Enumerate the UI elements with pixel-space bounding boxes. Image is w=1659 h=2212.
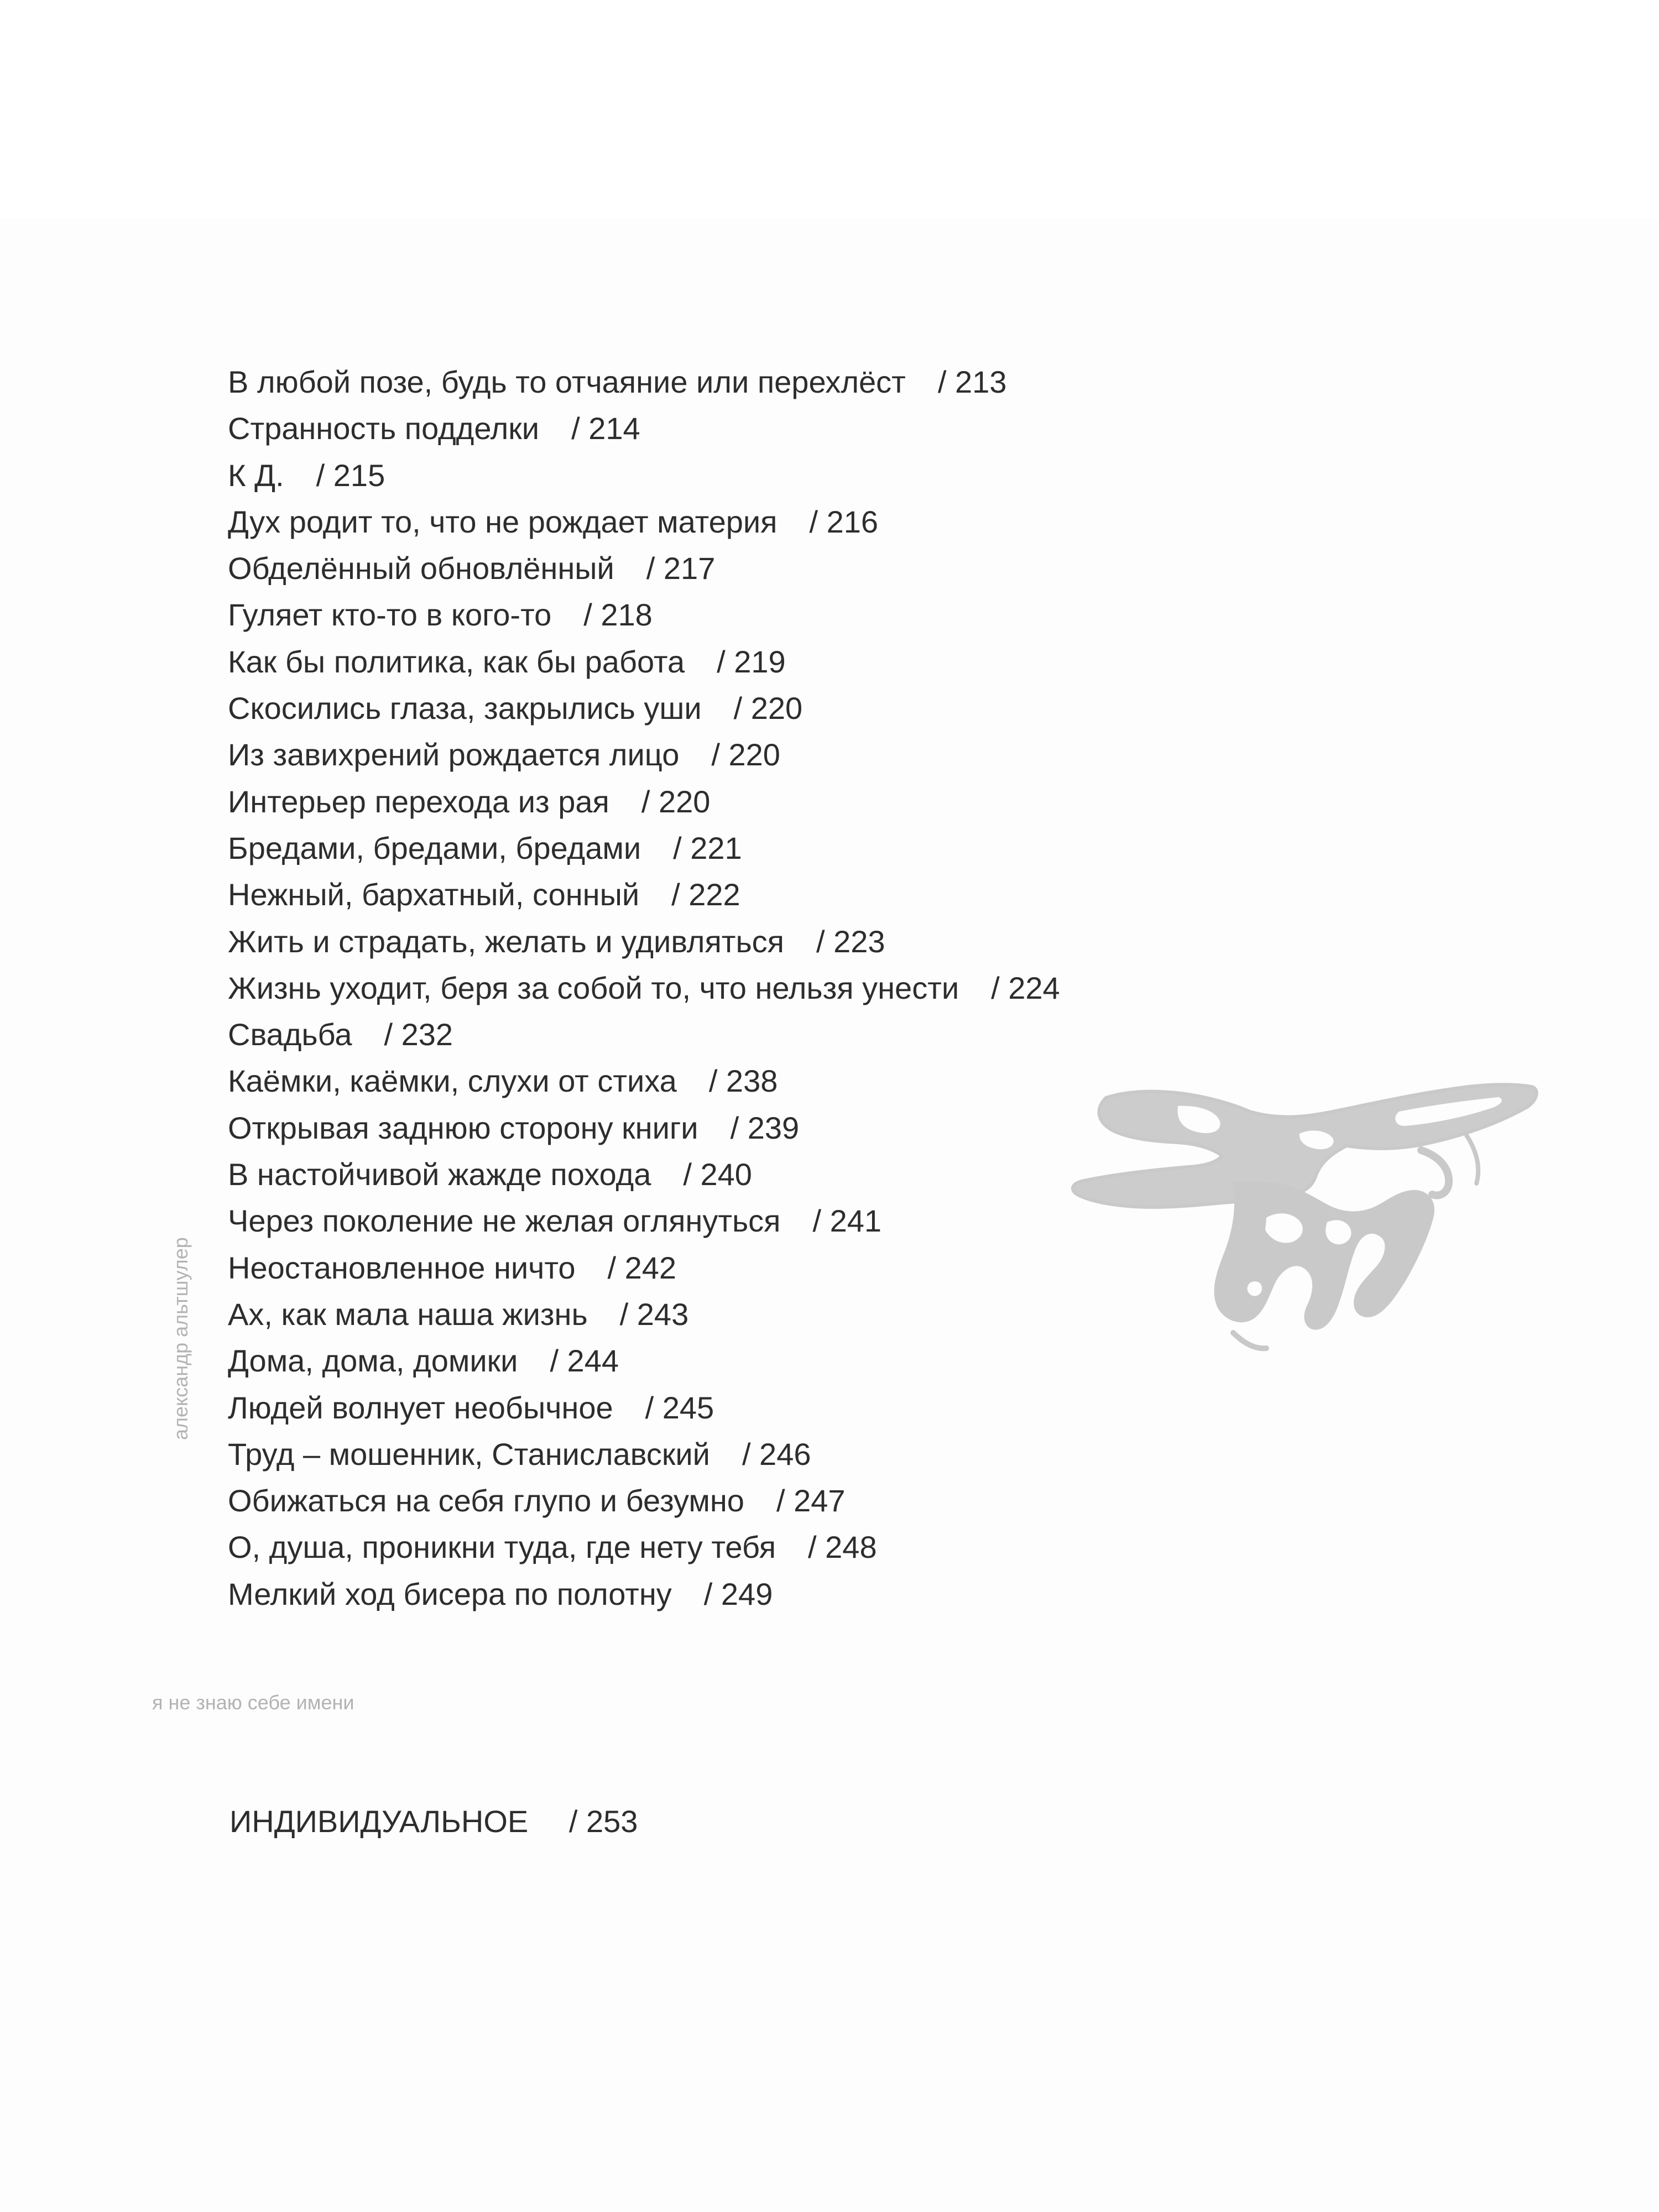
toc-entry-title: Бредами, бредами, бредами — [228, 830, 641, 865]
toc-entry-page-number: / 244 — [550, 1343, 619, 1379]
toc-entry-title: Странность подделки — [228, 411, 540, 446]
toc-entry — [228, 1481, 1444, 1527]
toc-entry — [228, 735, 1444, 781]
toc-entry-page-number: / 223 — [816, 924, 885, 959]
toc-entry — [228, 1015, 1444, 1061]
toc-entry-page-number: / 224 — [991, 970, 1060, 1005]
toc-entry — [228, 409, 1444, 455]
section-title: ИНДИВИДУАЛЬНОЕ — [229, 1804, 529, 1839]
toc-entry — [228, 642, 1444, 688]
toc-entry-page-number: / 232 — [384, 1017, 453, 1052]
toc-entry — [228, 456, 1444, 502]
toc-entry — [228, 549, 1444, 595]
toc-entry-title: Нежный, бархатный, сонный — [228, 877, 640, 912]
toc-entry-page-number: / 213 — [937, 364, 1007, 399]
toc-entry — [228, 595, 1444, 641]
toc-entry-page-number: / 222 — [671, 877, 740, 912]
toc-entry-title: Скосились глаза, закрылись уши — [228, 691, 702, 726]
toc-entry — [228, 922, 1444, 968]
toc-entry — [228, 1574, 1444, 1621]
toc-entry-title: Труд – мошенник, Станиславский — [228, 1436, 710, 1472]
toc-entry-page-number: / 238 — [708, 1063, 778, 1099]
toc-entry — [228, 782, 1444, 828]
toc-entry-title: О, душа, проникни туда, где нету тебя — [228, 1530, 776, 1565]
toc-entry-page-number: / 214 — [571, 411, 640, 446]
toc-entry-page-number: / 218 — [583, 597, 653, 633]
toc-entry-title: Через поколение не желая оглянуться — [228, 1203, 781, 1239]
toc-entry-page-number: / 248 — [808, 1530, 877, 1565]
toc-entry-title: Жить и страдать, желать и удивляться — [228, 924, 784, 959]
toc-entry-title: Как бы политика, как бы работа — [228, 644, 685, 679]
toc-entry-page-number: / 242 — [607, 1250, 677, 1285]
toc-entry-page-number: / 239 — [730, 1110, 800, 1145]
toc-entry-title: Мелкий ход бисера по полотну — [228, 1576, 672, 1611]
toc-entry-page-number: / 220 — [641, 784, 711, 819]
toc-entry-title: В настойчивой жажде похода — [228, 1157, 651, 1192]
toc-entry-title: Открывая заднюю сторону книги — [228, 1110, 698, 1145]
toc-entry-page-number: / 249 — [703, 1576, 773, 1611]
toc-entry-page-number: / 243 — [619, 1296, 689, 1332]
toc-entry-page-number: / 216 — [809, 504, 879, 539]
table-of-contents — [228, 362, 1444, 1621]
toc-entry — [228, 828, 1444, 875]
author-name: александр альтшулер — [169, 1237, 192, 1440]
toc-entry-page-number: / 241 — [812, 1203, 882, 1239]
toc-entry-page-number: / 247 — [776, 1483, 846, 1519]
toc-entry-page-number: / 245 — [645, 1390, 714, 1425]
toc-entry-page-number: / 246 — [742, 1436, 811, 1472]
toc-entry — [228, 968, 1444, 1015]
toc-entry-title: Жизнь уходит, беря за собой то, что нельзя унести — [228, 970, 959, 1005]
toc-entry-page-number: / 221 — [673, 830, 742, 865]
toc-entry-title: Неостановленное ничто — [228, 1250, 576, 1285]
toc-entry — [228, 1527, 1444, 1574]
toc-entry — [228, 1388, 1444, 1434]
toc-entry — [228, 688, 1444, 735]
toc-entry — [228, 362, 1444, 409]
toc-entry-title: Каёмки, каёмки, слухи от стиха — [228, 1063, 677, 1099]
ink-drawing-icon — [1067, 1073, 1543, 1360]
toc-entry — [228, 875, 1444, 921]
toc-entry-title: Обижаться на себя глупо и безумно — [228, 1483, 744, 1519]
section-page-number: / 253 — [568, 1804, 638, 1839]
toc-entry-title: Свадьба — [228, 1017, 352, 1052]
toc-entry-title: К Д. — [228, 457, 284, 493]
page-top-margin — [0, 0, 1659, 218]
toc-entry-title: Обделённый обновлённый — [228, 551, 614, 586]
toc-entry-title: Дух родит то, что не рождает материя — [228, 504, 778, 539]
toc-entry-title: Интерьер перехода из рая — [228, 784, 609, 819]
toc-entry-page-number: / 220 — [711, 737, 780, 773]
toc-entry — [228, 1434, 1444, 1481]
book-title: я не знаю себе имени — [152, 1691, 354, 1714]
toc-entry-page-number: / 219 — [717, 644, 786, 679]
toc-entry-page-number: / 217 — [646, 551, 716, 586]
toc-entry-title: Людей волнует необычное — [228, 1390, 613, 1425]
toc-entry-title: Из завихрений рождается лицо — [228, 737, 680, 773]
toc-entry-page-number: / 220 — [733, 691, 803, 726]
toc-entry-title: Дома, дома, домики — [228, 1343, 518, 1379]
toc-entry-title: В любой позе, будь то отчаяние или перехлёст — [228, 364, 906, 399]
toc-entry-title: Гуляет кто-то в кого-то — [228, 597, 552, 633]
toc-entry — [228, 502, 1444, 549]
toc-entry-page-number: / 240 — [683, 1157, 752, 1192]
toc-entry-page-number: / 215 — [316, 457, 385, 493]
section-entry — [229, 1802, 638, 1841]
toc-entry-title: Ах, как мала наша жизнь — [228, 1296, 588, 1332]
